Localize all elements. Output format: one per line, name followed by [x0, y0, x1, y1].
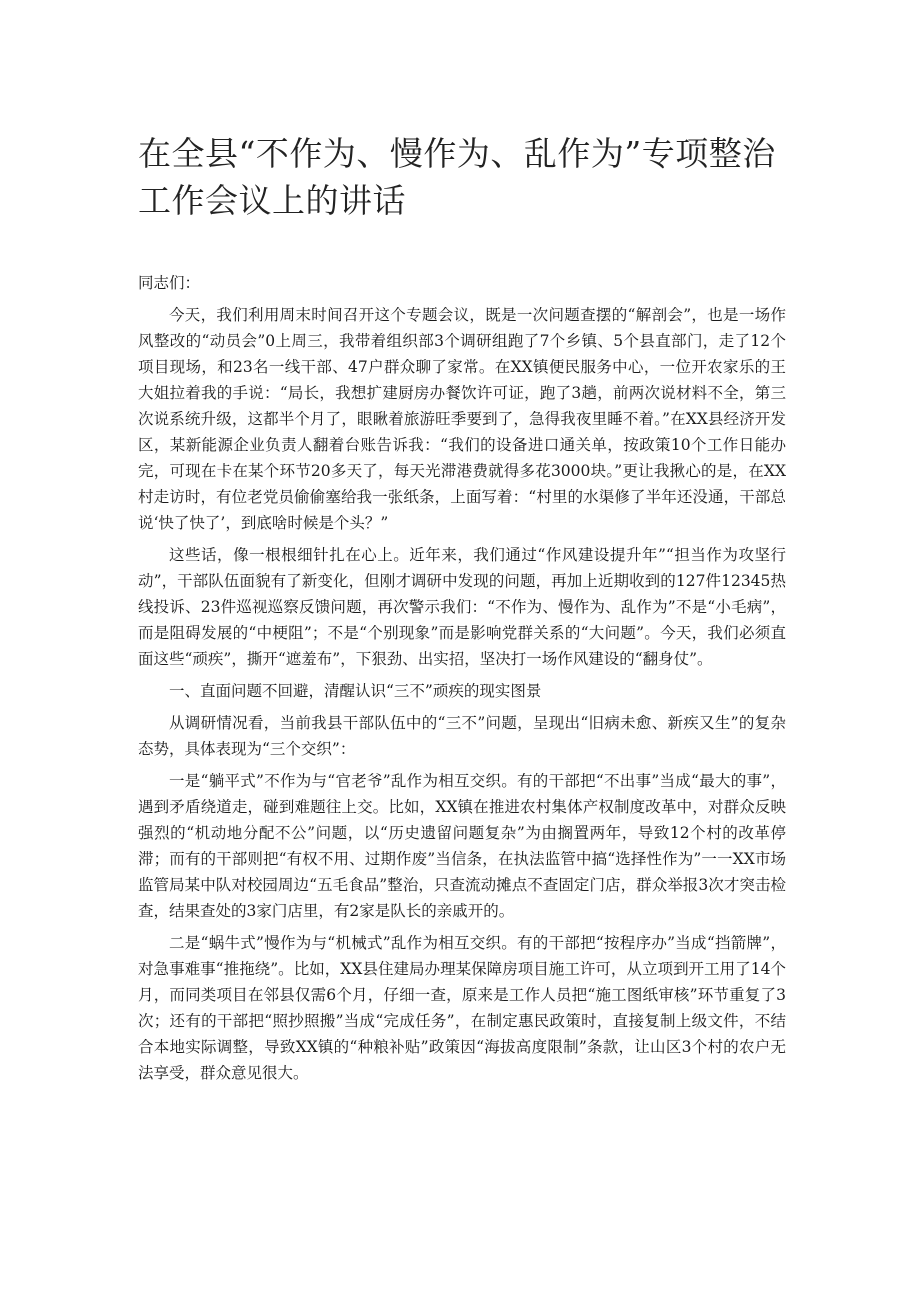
- paragraph-intro: 今天，我们利用周末时间召开这个专题会议，既是一次问题查摆的“解剖会”，也是一场作风整改的“动员会”0上周三，我带着组织部3个调研组跑了7个乡镇、5个县直部门，走了12个项目现场，和23名一线干部、47户群众聊了家常。在XX镇便民服务中心，一位开农家乐的王大姐拉着我的手说：“局长，我想扩建厨房办餐饮许可证，跑了3趟，前两次说材料不全，第三次说系统升级，这都半个月了，眼瞅着旅游旺季要到了，急得我夜里睡不着。”在XX县经济开发区，某新能源企业负责人翻着台账告诉我：“我们的设备进口通关单，按政策10个工作日能办完，可现在卡在某个环节20多天了，每天光滞港费就得多花3000块。”更让我揪心的是，在XX村走访时，有位老党员偷偷塞给我一张纸条，上面写着：“村里的水渠修了半年还没通，干部总说‘快了快了’，到底啥时候是个头？”: [138, 306, 786, 532]
- section-heading-1: 一、直面问题不回避，清醒认识“三不”顽疾的现实图景: [169, 682, 542, 700]
- document-title: 在全县“不作为、慢作为、乱作为”专项整治工作会议上的讲话: [138, 134, 776, 220]
- paragraph-point-2: 二是“蜗牛式”慢作为与“机械式”乱作为相互交织。有的干部把“按程序办”当成“挡箭牌”，对急事难事“推拖绕”。比如，XX县住建局办理某保障房项目施工许可，从立项到开工用了14个月，而同类项目在邻县仅需6个月，仔细一查，原来是工作人员把“施工图纸审核”环节重复了3次；还有的干部把“照抄照搬”当成“完成任务”，在制定惠民政策时，直接复制上级文件，不结合本地实际调整，导致XX镇的“种粮补贴”政策因“海拔高度限制”条款，让山区3个村的农户无法享受，群众意见很大。: [138, 934, 786, 1082]
- paragraph-overview: 从调研情况看，当前我县干部队伍中的“三不”问题，呈现出“旧病未愈、新疾又生”的复杂态势，具体表现为“三个交织”：: [138, 714, 786, 758]
- salutation: 同志们：: [138, 274, 201, 292]
- document-body: [138, 270, 786, 1086]
- paragraph-warning: 这些话，像一根根细针扎在心上。近年来，我们通过“作风建设提升年”“担当作为攻坚行动”，干部队伍面貌有了新变化，但刚才调研中发现的问题，再加上近期收到的127件12345热线投诉、23件巡视巡察反馈问题，再次警示我们：“不作为、慢作为、乱作为”不是“小毛病”，而是阻碍发展的“中梗阻”；不是“个别现象”而是影响党群关系的“大问题”。今天，我们必须直面这些“顽疾”，撕开“遮羞布”，下狠劲、出实招，坚决打一场作风建设的“翻身仗”。: [138, 546, 786, 668]
- paragraph-point-1: 一是“躺平式”不作为与“官老爷”乱作为相互交织。有的干部把“不出事”当成“最大的事”，遇到矛盾绕道走，碰到难题往上交。比如，XX镇在推进农村集体产权制度改革中，对群众反映强烈的“机动地分配不公”问题，以“历史遗留问题复杂”为由搁置两年，导致12个村的改革停滞；而有的干部则把“有权不用、过期作废”当信条，在执法监管中搞“选择性作为”一一XX市场监管局某中队对校园周边“五毛食品”整治，只查流动摊点不查固定门店，群众举报3次才突击检查，结果查处的3家门店里，有2家是队长的亲戚开的。: [138, 772, 786, 920]
